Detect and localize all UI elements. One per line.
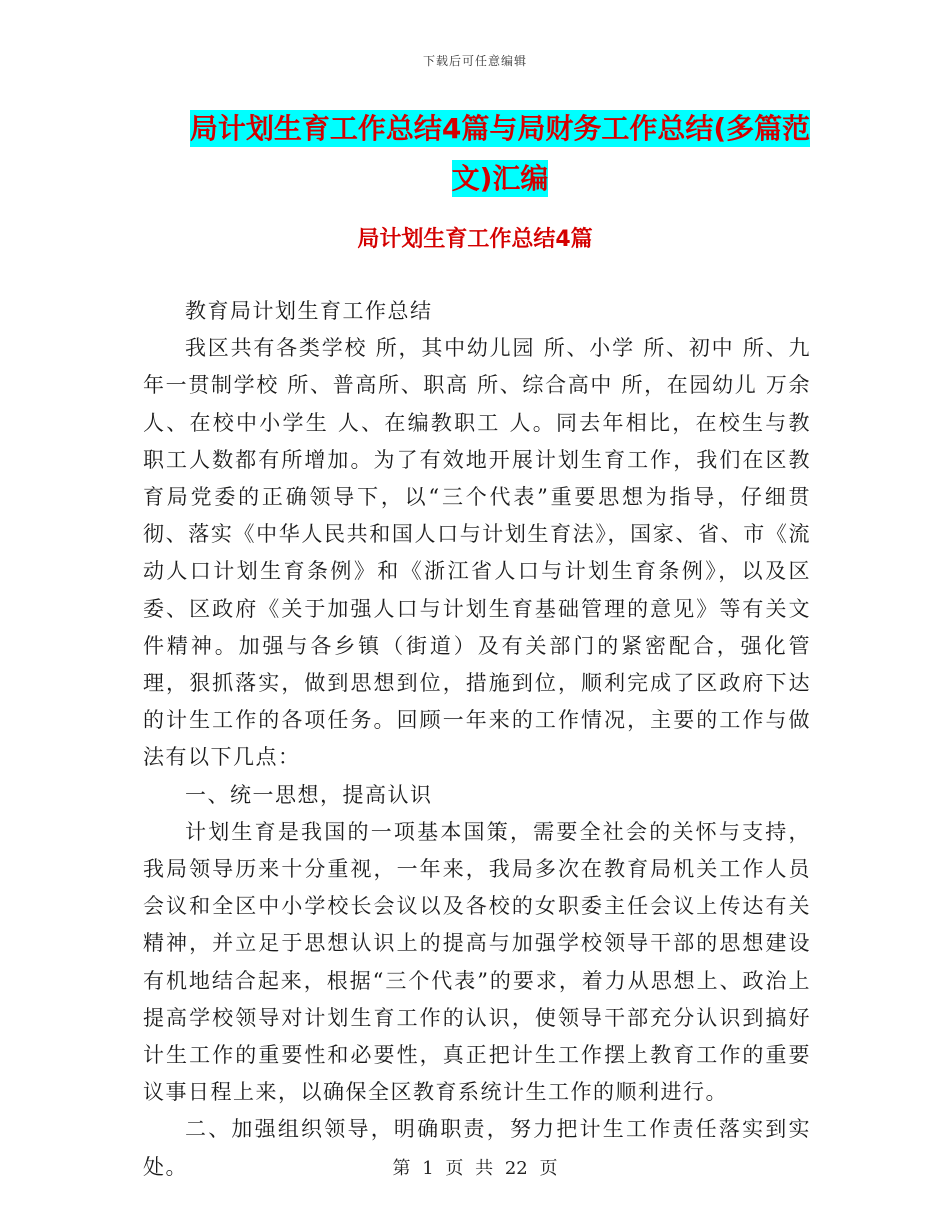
document-title-line-1: 局计划生育工作总结4篇与局财务工作总结(多篇范 [189,112,811,145]
paragraph: 计划生育是我国的一项基本国策，需要全社会的关怀与支持，我局领导历来十分重视，一年来，我局多次在教育局机关工作人员会议和全区中小学校长会议以及各校的女职委主任会议上传达有关精神，并立足于思想认识上的提高与加强学校领导干部的思想建设有机地结合起来，根据“三个代表”的要求，着力从思想上、政治上提高学校领导对计划生育工作的认识，使领导干部充分认识到搞好计生工作的重要性和必要性，真正把计生工作摆上教育工作的重要议事日程上来，以确保全区教育系统计生工作的顺利进行。 [143,819,811,1105]
document-title-line-2: 文)汇编 [451,162,549,195]
section-title: 局计划生育工作总结4篇 [357,227,593,252]
document-body [143,293,811,1186]
paragraph-heading: 二、加强组织领导，明确职责，努力把计生工作责任落实到实处。 [143,1117,811,1179]
paragraph-heading: 一、统一思想，提高认识 [185,782,433,807]
header-note: 下载后可任意编辑 [422,54,527,68]
document-title [150,104,850,204]
page-number-footer: 第 1 页 共 22 页 [392,1158,558,1179]
paragraph-subtitle: 教育局计划生育工作总结 [185,299,433,323]
paragraph: 我区共有各类学校 所，其中幼儿园 所、小学 所、初中 所、九年一贯制学校 所、普高所、职高 所、综合高中 所，在园幼儿 万余人、在校中小学生 人、在编教职工 人。同去年相比，在校生与教职工人数都有所增加。为了有效地开展计划生育工作，我们在区教育局党委的正确领导下，以“三个代表”重要思想为指导，仔细贯彻、落实《中华人民共和国人口与计划生育法》，国家、省、市《流动人口计划生育条例》和《浙江省人口与计划生育条例》，以及区委、区政府《关于加强人口与计划生育基础管理的意见》等有关文件精神。加强与各乡镇（街道）及有关部门的紧密配合，强化管理，狠抓落实，做到思想到位，措施到位，顺利完成了区政府下达的计生工作的各项任务。回顾一年来的工作情况，主要的工作与做法有以下几点： [143,336,811,770]
